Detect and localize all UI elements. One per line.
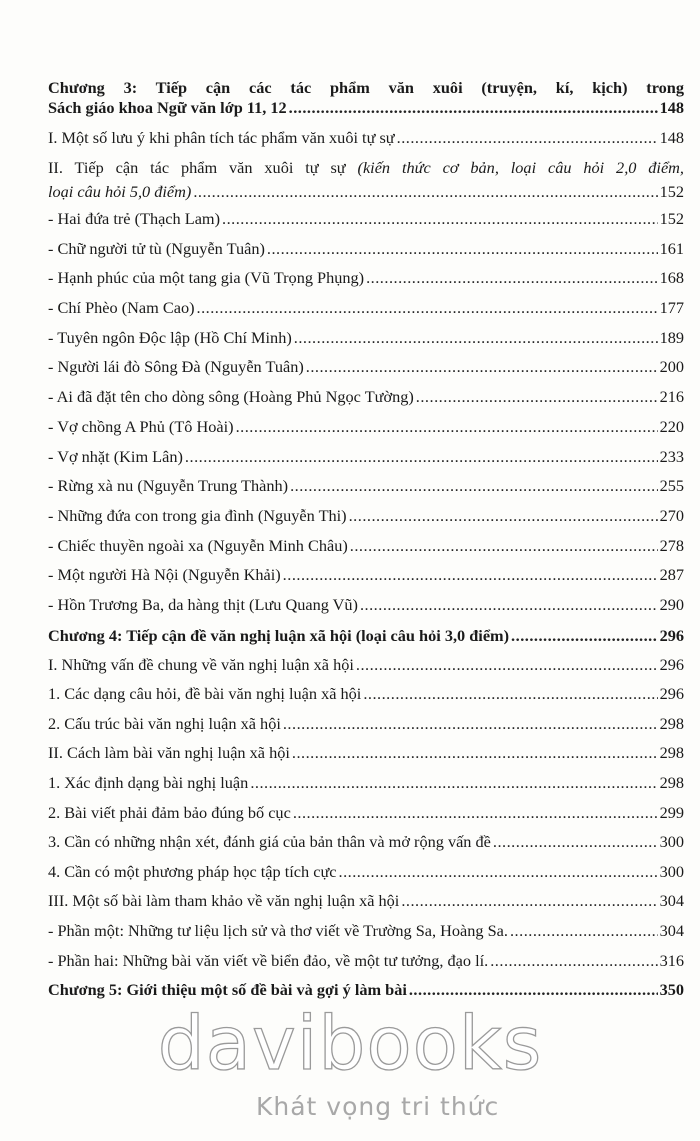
entry-title: - Người lái đò Sông Đà (Nguyễn Tuân) (48, 357, 304, 377)
page-number: 189 (659, 327, 684, 347)
toc-entry (48, 921, 684, 951)
page-number: 233 (659, 446, 684, 466)
toc-entry (48, 298, 684, 328)
entry-title: 3. Cần có những nhận xét, đánh giá của bản thân và mở rộng vấn đề (48, 832, 491, 852)
toc-entry (48, 357, 684, 387)
page-number: 296 (659, 654, 684, 674)
page-number: 296 (659, 684, 684, 704)
chapter-5-title: Chương 5: Giới thiệu một số đề bài và gợi ý làm bài (48, 980, 407, 1000)
page-number: 177 (659, 298, 684, 318)
toc-entry (48, 506, 684, 536)
page-number: 298 (659, 713, 684, 733)
works-list (48, 209, 684, 625)
entry-title: II. Cách làm bài văn nghị luận xã hội (48, 743, 290, 763)
page-number: 148 (659, 128, 684, 147)
toc-entry (48, 714, 684, 744)
toc-entry (48, 595, 684, 625)
page-number: 148 (659, 98, 684, 117)
page-number: 161 (659, 238, 684, 258)
entry-subtitle: (kiến thức cơ bản, loại câu hỏi 2,0 điểm, (357, 158, 684, 177)
toc-entry (48, 773, 684, 803)
toc-entry (48, 565, 684, 595)
chapter-3-title-line1: Chương 3: Tiếp cận các tác phẩm văn xuôi (truyện, kí, kịch) trong (48, 78, 684, 97)
toc-entry (48, 476, 684, 506)
entry-title: I. Một số lưu ý khi phân tích tác phẩm văn xuôi tự sự (48, 128, 395, 147)
page-number: 290 (659, 594, 684, 614)
page-number: 152 (659, 209, 684, 228)
page-number: 299 (659, 802, 684, 822)
toc-entry (48, 268, 684, 298)
entry-title: - Hai đứa trẻ (Thạch Lam) (48, 209, 221, 228)
page-number: 278 (659, 535, 684, 555)
entry-title: II. Tiếp cận tác phẩm văn xuôi tự sự (48, 158, 346, 177)
toc-chapter-4 (48, 626, 684, 650)
page-number: 304 (659, 920, 684, 940)
entry-title: - Chí Phèo (Nam Cao) (48, 298, 195, 318)
chapter-4-items (48, 655, 684, 981)
entry-title: - Vợ chồng A Phủ (Tô Hoài) (48, 416, 234, 436)
entry-title: - Chữ người tử tù (Nguyễn Tuân) (48, 238, 265, 258)
toc-entry (48, 536, 684, 566)
toc-entry (48, 832, 684, 862)
entry-title: III. Một số bài làm tham khảo về văn nghị luận xã hội (48, 891, 400, 911)
toc-entry (48, 447, 684, 477)
page-number: 298 (659, 773, 684, 792)
page-number: 316 (659, 950, 684, 970)
table-of-contents (48, 76, 684, 1004)
entry-title: 1. Xác định dạng bài nghị luận (48, 773, 249, 792)
entry-title: - Vợ nhặt (Kim Lân) (48, 446, 183, 466)
page-number: 152 (659, 182, 684, 201)
toc-entry (48, 328, 684, 358)
entry-title: - Phần hai: Những bài văn viết về biển đảo, về một tư tưởng, đạo lí. (48, 950, 489, 970)
toc-entry (48, 951, 684, 981)
page-number: 287 (659, 565, 684, 585)
page-number: 350 (659, 980, 684, 1000)
page-number: 270 (659, 505, 684, 525)
entry-subtitle: loại câu hỏi 5,0 điểm) (48, 182, 192, 201)
page-number: 296 (659, 625, 684, 645)
entry-title: - Những đứa con trong gia đình (Nguyễn Thi) (48, 505, 347, 525)
page-number: 298 (659, 743, 684, 763)
toc-entry (48, 891, 684, 921)
chapter-3-title-line2: Sách giáo khoa Ngữ văn lớp 11, 12 (48, 98, 287, 117)
entry-title: - Hồn Trương Ba, da hàng thịt (Lưu Quang Vũ) (48, 594, 358, 614)
entry-title: - Rừng xà nu (Nguyễn Trung Thành) (48, 476, 289, 496)
page-number: 220 (659, 416, 684, 436)
toc-entry (48, 239, 684, 269)
entry-title: 1. Các dạng câu hỏi, đề bài văn nghị luận xã hội (48, 684, 362, 704)
entry-title: - Hạnh phúc của một tang gia (Vũ Trọng Phụng) (48, 268, 365, 288)
entry-title: - Tuyên ngôn Độc lập (Hồ Chí Minh) (48, 327, 292, 347)
toc-entry (48, 209, 684, 239)
entry-title: - Phần một: Những tư liệu lịch sử và thơ viết về Trường Sa, Hoàng Sa. (48, 920, 508, 940)
entry-title: - Chiếc thuyền ngoài xa (Nguyễn Minh Châu) (48, 535, 348, 555)
toc-chapter-3 (48, 78, 684, 122)
entry-title: 4. Cần có một phương pháp học tập tích cực (48, 861, 337, 881)
entry-title: - Một người Hà Nội (Nguyễn Khải) (48, 565, 281, 585)
entry-title: - Ai đã đặt tên cho dòng sông (Hoàng Phủ Ngọc Tường) (48, 387, 414, 407)
page-number: 304 (659, 891, 684, 911)
page-number: 168 (659, 268, 684, 288)
page-number: 255 (659, 476, 684, 496)
entry-title: 2. Cấu trúc bài văn nghị luận xã hội (48, 713, 281, 733)
toc-entry (48, 417, 684, 447)
toc-entry (48, 684, 684, 714)
toc-entry (48, 862, 684, 892)
toc-entry (48, 387, 684, 417)
page-number: 200 (659, 357, 684, 377)
page-number: 300 (659, 861, 684, 881)
entry-title: I. Những vấn đề chung về văn nghị luận xã hội (48, 654, 354, 674)
toc-entry (48, 803, 684, 833)
toc-entry (48, 743, 684, 773)
page-number: 300 (659, 832, 684, 852)
brand-tagline: Khát vọng tri thức (256, 1092, 500, 1121)
toc-entry-section-ii (48, 158, 684, 202)
chapter-4-title: Chương 4: Tiếp cận đề văn nghị luận xã hội (loại câu hỏi 3,0 điểm) (48, 625, 510, 645)
brand-watermark: davibooks (157, 1001, 543, 1087)
entry-title: 2. Bài viết phải đảm bảo đúng bố cục (48, 802, 291, 822)
toc-entry (48, 655, 684, 685)
toc-entry (48, 128, 684, 152)
page-number: 216 (659, 387, 684, 407)
